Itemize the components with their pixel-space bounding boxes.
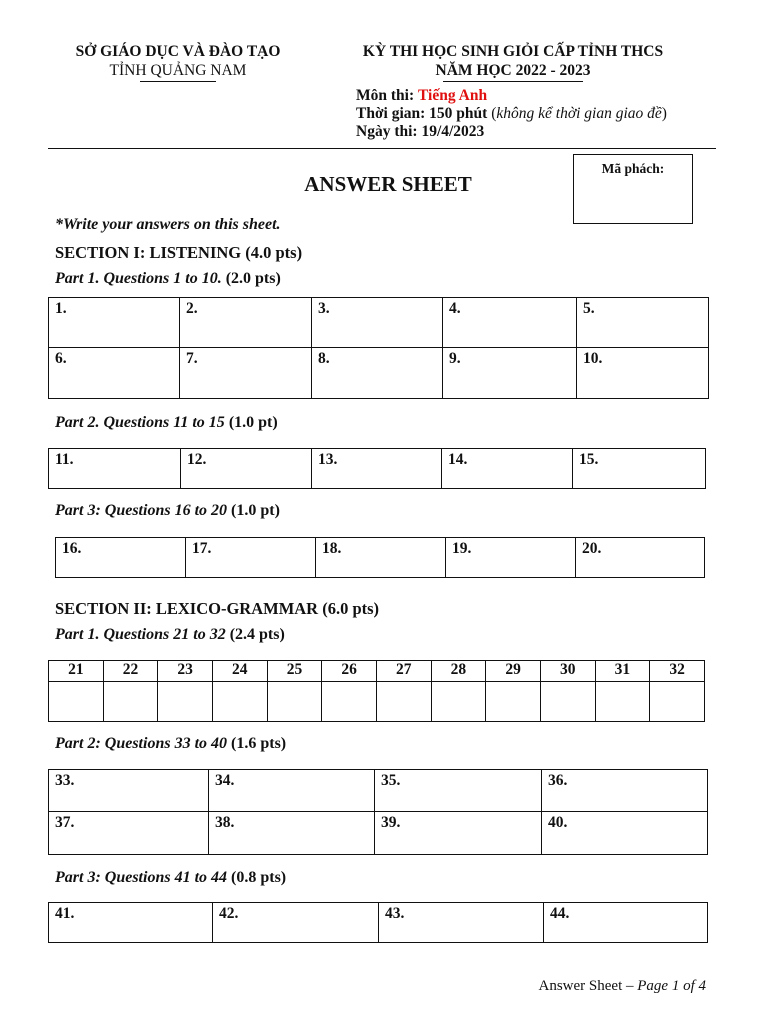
s2-part1-table	[48, 660, 705, 722]
answer-cell-39[interactable]: 39.	[375, 812, 542, 855]
date-line: Ngày thi: 19/4/2023	[356, 123, 485, 140]
answer-cell-8[interactable]: 8.	[312, 348, 443, 399]
answer-cell-25[interactable]	[267, 682, 322, 722]
province-name: TỈNH QUẢNG NAM	[48, 61, 308, 82]
answer-cell-27[interactable]	[376, 682, 431, 722]
question-number: 31	[595, 661, 650, 682]
answer-cell-34[interactable]: 34.	[209, 770, 375, 812]
answer-row	[49, 682, 705, 722]
s1-part3-heading: Part 3: Questions 16 to 20 (1.0 pt)	[55, 502, 280, 519]
answer-cell-42[interactable]: 42.	[213, 903, 379, 943]
section-1-title: SECTION I: LISTENING (4.0 pts)	[55, 243, 303, 262]
answer-cell-32[interactable]	[650, 682, 705, 722]
page-number: Page 1 of 4	[637, 978, 706, 994]
answer-cell-35[interactable]: 35.	[375, 770, 542, 812]
answer-cell-26[interactable]	[322, 682, 377, 722]
answer-cell-21[interactable]	[49, 682, 104, 722]
answer-cell-1[interactable]: 1.	[49, 298, 180, 348]
answer-cell-14[interactable]: 14.	[442, 449, 573, 489]
question-number-row	[49, 661, 705, 682]
answer-cell-28[interactable]	[431, 682, 486, 722]
answer-cell-24[interactable]	[212, 682, 267, 722]
answer-cell-22[interactable]	[103, 682, 158, 722]
answer-cell-11[interactable]: 11.	[49, 449, 181, 489]
subject-value: Tiếng Anh	[418, 87, 488, 104]
answer-cell-16[interactable]: 16.	[56, 538, 186, 578]
header-underline	[443, 81, 583, 82]
question-number: 32	[650, 661, 705, 682]
question-number: 24	[212, 661, 267, 682]
answer-cell-18[interactable]: 18.	[316, 538, 446, 578]
answer-cell-2[interactable]: 2.	[180, 298, 312, 348]
answer-cell-33[interactable]: 33.	[49, 770, 209, 812]
s2-part1-heading: Part 1. Questions 21 to 32 (2.4 pts)	[55, 626, 285, 643]
answer-cell-15[interactable]: 15.	[573, 449, 706, 489]
s1-part2-heading: Part 2. Questions 11 to 15 (1.0 pt)	[55, 414, 278, 431]
s2-part2-table	[48, 769, 708, 855]
question-number: 30	[540, 661, 595, 682]
page-title: ANSWER SHEET	[304, 172, 472, 196]
answer-cell-37[interactable]: 37.	[49, 812, 209, 855]
s1-part3-table	[55, 537, 705, 578]
answer-cell-44[interactable]: 44.	[544, 903, 708, 943]
answer-cell-3[interactable]: 3.	[312, 298, 443, 348]
answer-cell-9[interactable]: 9.	[443, 348, 577, 399]
s1-part1-heading: Part 1. Questions 1 to 10. (2.0 pts)	[55, 270, 281, 287]
s2-part2-heading: Part 2: Questions 33 to 40 (1.6 pts)	[55, 735, 287, 752]
s1-part1-table	[48, 297, 709, 399]
time-note: không kể thời gian giao đề	[496, 105, 662, 122]
ma-phach-box: Mã phách:	[573, 154, 693, 224]
answer-cell-13[interactable]: 13.	[312, 449, 442, 489]
answer-cell-10[interactable]: 10.	[577, 348, 709, 399]
question-number: 23	[158, 661, 213, 682]
answer-cell-20[interactable]: 20.	[576, 538, 705, 578]
instruction: *Write your answers on this sheet.	[55, 216, 281, 233]
answer-cell-7[interactable]: 7.	[180, 348, 312, 399]
subject-line: Môn thi: Tiếng Anh	[356, 87, 488, 104]
answer-cell-19[interactable]: 19.	[446, 538, 576, 578]
answer-cell-40[interactable]: 40.	[542, 812, 708, 855]
department-header	[48, 42, 308, 82]
header-divider	[48, 148, 716, 149]
answer-cell-31[interactable]	[595, 682, 650, 722]
exam-header	[318, 42, 708, 82]
exam-name: KỲ THI HỌC SINH GIỎI CẤP TỈNH THCS	[362, 43, 664, 60]
answer-cell-41[interactable]: 41.	[49, 903, 213, 943]
question-number: 27	[376, 661, 431, 682]
section-2-title: SECTION II: LEXICO-GRAMMAR (6.0 pts)	[55, 599, 380, 618]
s2-part3-table	[48, 902, 708, 943]
answer-cell-6[interactable]: 6.	[49, 348, 180, 399]
answer-cell-36[interactable]: 36.	[542, 770, 708, 812]
answer-cell-5[interactable]: 5.	[577, 298, 709, 348]
exam-info	[356, 87, 667, 141]
question-number: 26	[322, 661, 377, 682]
s2-part3-heading: Part 3: Questions 41 to 44 (0.8 pts)	[55, 869, 287, 886]
department-name: SỞ GIÁO DỤC VÀ ĐÀO TẠO	[75, 43, 281, 60]
s1-part2-table	[48, 448, 706, 489]
header-underline	[140, 81, 216, 82]
school-year: NĂM HỌC 2022 - 2023	[318, 61, 708, 82]
answer-cell-38[interactable]: 38.	[209, 812, 375, 855]
question-number: 28	[431, 661, 486, 682]
answer-cell-4[interactable]: 4.	[443, 298, 577, 348]
page-footer: Answer Sheet – Page 1 of 4	[538, 978, 706, 994]
question-number: 25	[267, 661, 322, 682]
time-line: Thời gian: 150 phút (không kể thời gian giao đề)	[356, 105, 667, 122]
question-number: 21	[49, 661, 104, 682]
question-number: 29	[486, 661, 541, 682]
answer-cell-17[interactable]: 17.	[186, 538, 316, 578]
answer-cell-29[interactable]	[486, 682, 541, 722]
answer-cell-43[interactable]: 43.	[379, 903, 544, 943]
answer-cell-30[interactable]	[540, 682, 595, 722]
answer-cell-23[interactable]	[158, 682, 213, 722]
question-number: 22	[103, 661, 158, 682]
answer-cell-12[interactable]: 12.	[181, 449, 312, 489]
